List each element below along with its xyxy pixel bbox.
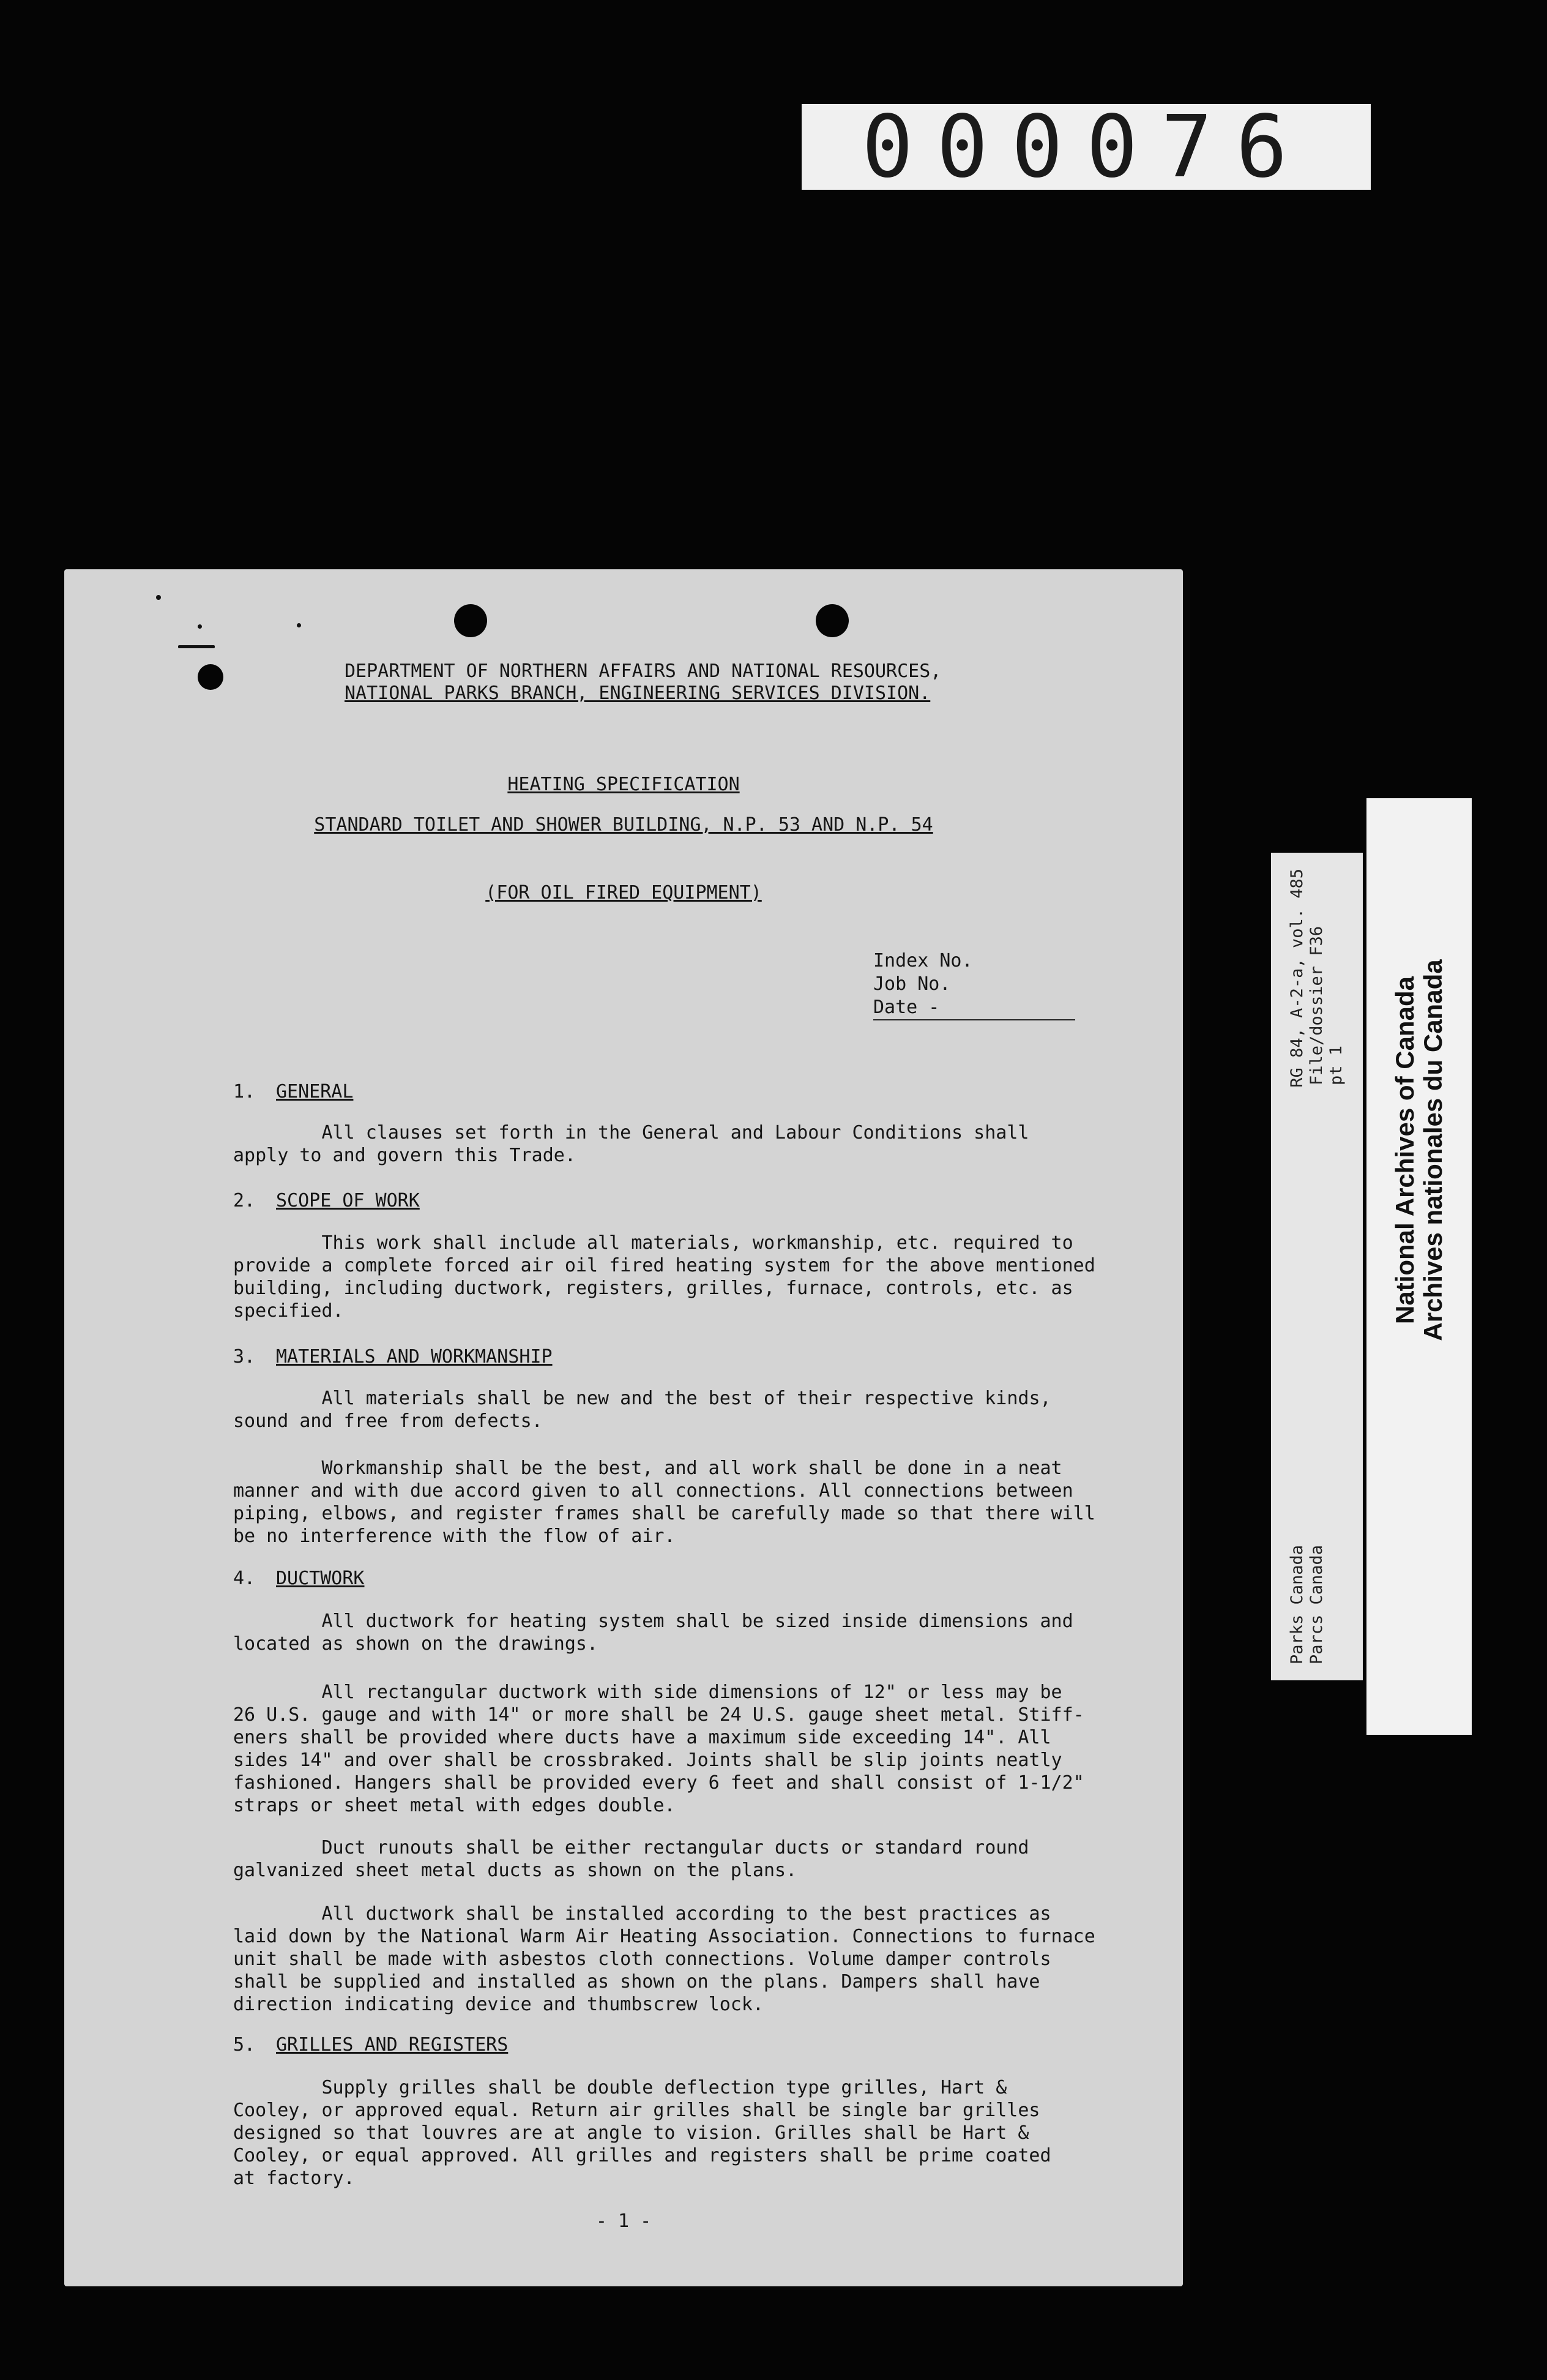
department-header: DEPARTMENT OF NORTHERN AFFAIRS AND NATIONAL RESOURCES, (345, 660, 942, 682)
section-paragraph: This work shall include all materials, workmanship, etc. required to provide a complete forced air oil fired heating system for the above mentioned building, including ductwork, registers, grilles, furnace, controls, etc. as specified. (233, 1232, 1095, 1322)
archive-label (1366, 798, 1472, 1735)
frame-number-label: 000076 (802, 104, 1371, 190)
section-paragraph: All ductwork for heating system shall be sized inside dimensions and located as shown on the drawings. (233, 1611, 1073, 1655)
section-paragraph: All materials shall be new and the best of their respective kinds, sound and free from defects. (233, 1388, 1051, 1432)
part-reference: pt 1 (1327, 1045, 1346, 1085)
section-paragraph: All ductwork shall be installed according to the best practices as laid down by the National Warm Air Heating Association. Connections to furnace unit shall be made with asbestos cloth connections. Volume damper controls shall be supplied and installed as shown on the plans. Dampers shall have direction indicating device and thumbscrew lock. (233, 1903, 1095, 2015)
archive-name-fr: Archives nationales du Canada (1418, 959, 1447, 1341)
section-heading: 1. GENERAL (233, 1081, 354, 1102)
section-paragraph: Workmanship shall be the best, and all work shall be done in a neat manner and with due accord given to all connections. All connections between piping, elbows, and register frames shall be carefully made so that there will be no interference with the flow of air. (233, 1458, 1095, 1547)
equipment-note: (FOR OIL FIRED EQUIPMENT) (485, 882, 762, 904)
branch-header: NATIONAL PARKS BRANCH, ENGINEERING SERVICES DIVISION. (345, 683, 931, 704)
section-heading: 2. SCOPE OF WORK (233, 1190, 420, 1211)
job-metadata (873, 949, 1106, 1020)
section-heading: 4. DUCTWORK (233, 1568, 365, 1589)
job-label: Job No. (873, 973, 951, 995)
index-label: Index No. (873, 950, 973, 971)
archive-name-en: National Archives of Canada (1390, 976, 1419, 1324)
section-paragraph: All clauses set forth in the General and Labour Conditions shall apply to and govern this Trade. (233, 1122, 1029, 1166)
agency-name-en: Parks Canada (1288, 1544, 1307, 1664)
page-number: - 1 - (595, 2210, 652, 2232)
archive-reference-slip (1271, 853, 1363, 1680)
document-text (64, 569, 1183, 2286)
section-heading: 5. GRILLES AND REGISTERS (233, 2034, 509, 2056)
document-page (64, 569, 1183, 2286)
section-paragraph: All rectangular ductwork with side dimensions of 12" or less may be 26 U.S. gauge and with 14" or more shall be 24 U.S. gauge sheet metal. Stiff- eners shall be provided where ducts have a maximum side exceeding 14". All sides 14" and over shall be crossbraked. Joints shall be slip joints neatly fashioned. Hangers shall be provided every 6 feet and shall consist of 1-1/2" straps or sheet metal with edges double. (233, 1682, 1084, 1816)
agency-name-fr: Parcs Canada (1307, 1544, 1326, 1664)
date-label: Date - (873, 996, 1075, 1020)
section-paragraph: Duct runouts shall be either rectangular ducts or standard round galvanized sheet metal ducts as shown on the plans. (233, 1837, 1029, 1881)
section-paragraph: Supply grilles shall be double deflection type grilles, Hart & Cooley, or approved equal. Return air grilles shall be single bar grilles designed so that louvres are at angle to vision. Grilles shall be Hart & Cooley, or equal approved. All grilles and registers shall be prime coated at factory. (233, 2077, 1051, 2189)
section-heading: 3. MATERIALS AND WORKMANSHIP (233, 1346, 553, 1368)
archive-reference: RG 84, A-2-a, vol. 485 (1288, 869, 1307, 1088)
file-reference: File/dossier F36 (1307, 926, 1326, 1085)
document-subtitle: STANDARD TOILET AND SHOWER BUILDING, N.P. 53 AND N.P. 54 (314, 814, 933, 836)
document-title: HEATING SPECIFICATION (507, 774, 740, 795)
